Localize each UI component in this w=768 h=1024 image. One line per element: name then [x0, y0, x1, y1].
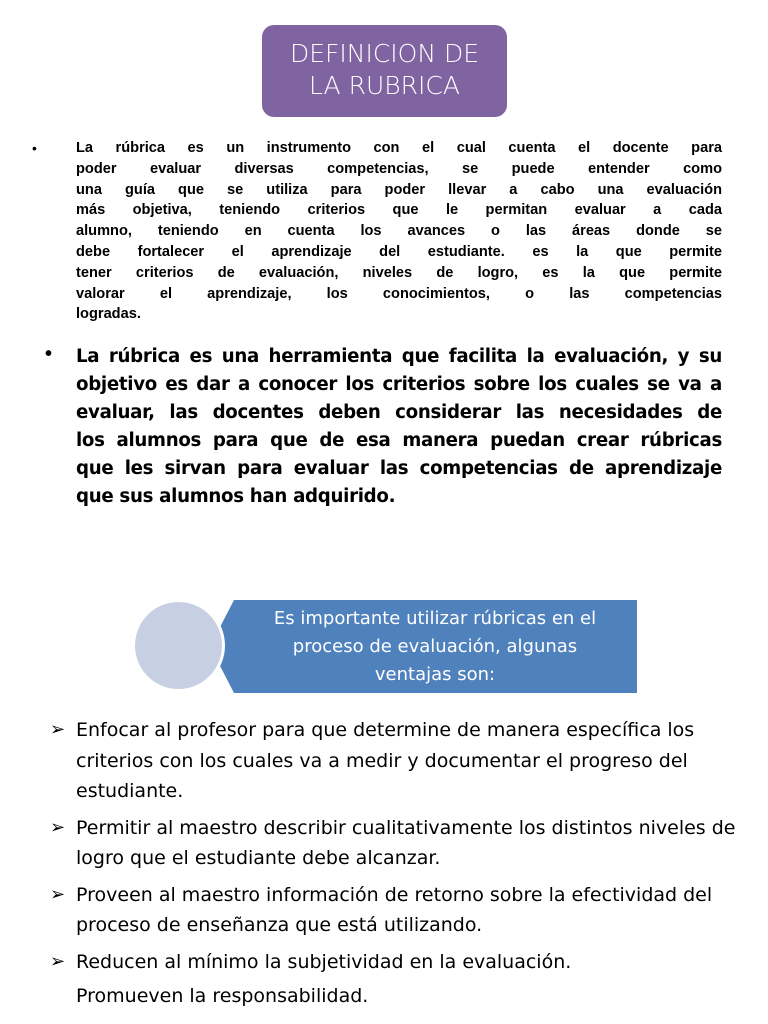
text-line: poder evaluar diversas competencias, se puede entender como [76, 160, 722, 177]
text-line: debe fortalecer el aprendizaje del estudiante. es la que permite [76, 243, 722, 260]
arrow-bullet-icon: ➢ [50, 950, 66, 972]
banner-line: proceso de evaluación, algunas [292, 636, 578, 657]
arrow-bullet-icon: ➢ [50, 816, 66, 838]
text-line: evaluar, las docentes deben considerar las necesidades de [76, 402, 722, 423]
title-line: LA RUBRICA [309, 71, 460, 100]
text-line: más objetiva, teniendo criterios que le permitan evaluar a cada [76, 202, 722, 219]
text-line: La rúbrica es un instrumento con el cual cuenta el docente para [76, 140, 722, 156]
definition-paragraph [76, 138, 722, 325]
list-item-text: Enfocar al profesor para que determine de manera específica los criterios con los cuales va a medir y documentar el progreso del estudiante. [76, 719, 695, 802]
text-line: alumno, teniendo en cuenta los avances o las áreas donde se [76, 223, 722, 240]
circle-shape [132, 599, 225, 692]
text-line: tener criterios de evaluación, niveles de logro, es la que permite [76, 264, 722, 281]
text-line: que sus alumnos han adquirido. [76, 486, 396, 507]
bullet-icon: • [45, 343, 53, 365]
arrow-bullet-icon: ➢ [50, 883, 66, 905]
text-line: La rúbrica es una herramienta que facilita la evaluación, y su [76, 346, 722, 367]
text-line: objetivo es dar a conocer los criterios sobre los cuales se va a [76, 374, 722, 395]
list-item [50, 880, 750, 941]
banner-text [240, 605, 630, 689]
text-line: logradas. [76, 306, 141, 323]
trailing-text: Promueven la responsabilidad. [76, 985, 369, 1007]
text-line: valorar el aprendizaje, los conocimientos, o las competencias [76, 285, 722, 302]
text-line: una guía que se utiliza para poder llevar a cabo una evaluación [76, 181, 722, 198]
text-line: los alumnos para que de esa manera puedan crear rúbricas [76, 430, 722, 451]
text-line: que les sirvan para evaluar las competencias de aprendizaje [76, 458, 722, 479]
slide-title [262, 25, 507, 117]
advantages-list [50, 715, 750, 1012]
banner-line: Es importante utilizar rúbricas en el [273, 608, 597, 629]
arrow-bullet-icon: ➢ [50, 719, 66, 740]
bullet-icon: • [32, 140, 37, 156]
banner-line: ventajas son: [374, 664, 496, 685]
list-item [50, 813, 750, 874]
list-item [50, 715, 750, 807]
list-item [50, 947, 750, 978]
title-line: DEFINICION DE [289, 39, 480, 68]
list-item-text: Proveen al maestro información de retorno sobre la efectividad del proceso de enseñanza que está utilizando. [76, 883, 713, 936]
list-item-text: Reducen al mínimo la subjetividad en la evaluación. [76, 950, 572, 973]
list-item-text: Permitir al maestro describir cualitativamente los distintos niveles de logro que el estudiante debe alcanzar. [76, 816, 736, 869]
tool-paragraph [76, 343, 722, 511]
